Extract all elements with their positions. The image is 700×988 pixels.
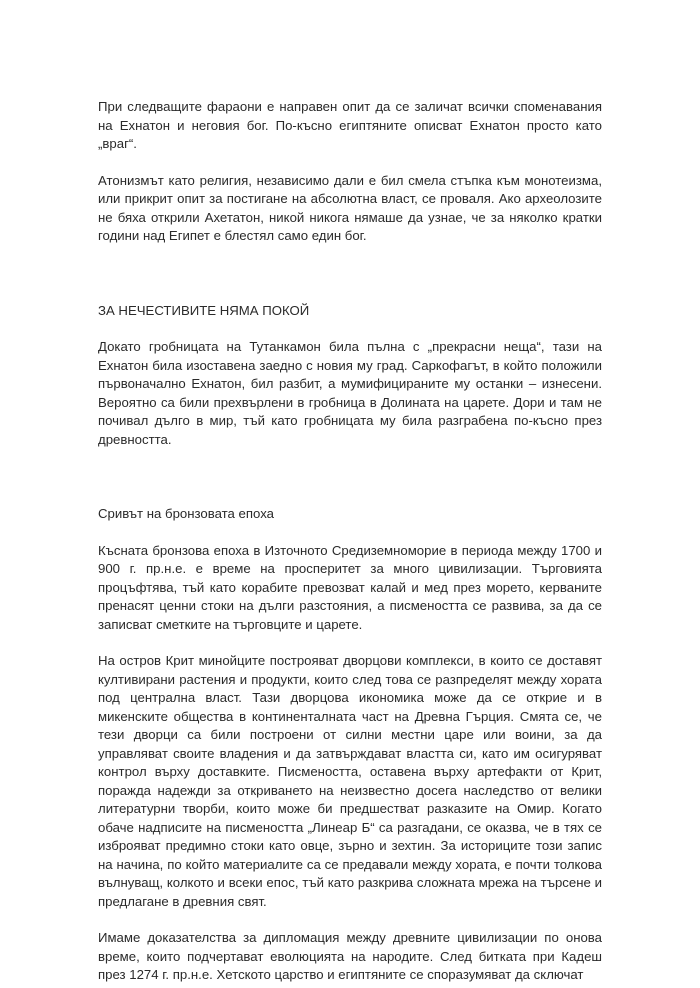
paragraph-minoan-palaces: На остров Крит минойците построяват дворцови комплекси, в които се доставят култивирани растения и продукти, които след това се разпределят между хората под централна власт. Тази дворцова икономика може да се открие и в микенските общества в континенталната част на Древна Гърция. Смята се, че тези дворци са били построени от силни местни царе или воини, за да управляват своите владения и да затвърждават властта си, като им осигуряват контрол върху доставките. Писмеността, оставена върху артефакти от Крит, поражда надежди за откриването на неизвестно досега наследство от велики литературни творби, които може би предшестват разказите на Омир. Когато обаче надписите на писмеността „Линеар Б“ са разгадани, се оказва, че в тях се изброяват предимно стоки като овце, зърно и зехтин. За историците този запис на начина, по който материалите са се предавали между хората, е почти толкова вълнуващ, колкото и всеки епос, тъй като разкрива сложната мрежа на търсене и предлагане в древния свят. bbox=[98, 653, 602, 909]
paragraph-late-bronze-age: Късната бронзова епоха в Източното Средиземноморие в периода между 1700 и 900 г. пр.н.е. е време на просперитет за много цивилизации. Търговията процъфтява, тъй като корабите превозват калай и мед през морето, керваните пренасят ценни стоки на дълги разстояния, а писмеността се развива, за да се записват сметките на търговците и царете. bbox=[98, 542, 602, 632]
paragraph-diplomacy: Имаме доказателства за дипломация между древните цивилизации по онова време, които подчертават еволюцията на народите. След битката при Кадеш през 1274 г. пр.н.е. Хетското царство и египтяните се споразумяват да сключат bbox=[98, 930, 602, 982]
paragraph-akhenaten-erasure: При следващите фараони е направен опит да се заличат всички споменавания на Ехнатон и неговия бог. По-късно египтяните описват Ехнатон просто като „враг“. bbox=[98, 99, 602, 151]
section-heading-bronze-age-collapse: Сривът на бронзовата епоха bbox=[98, 506, 274, 521]
paragraph-tomb-fate: Докато гробницата на Тутанкамон била пълна с „прекрасни неща“, тази на Ехнатон била изоставена заедно с новия му град. Саркофагът, в който положили първоначално Ехнатон, бил разбит, а мумифицираните му останки – изнесени. Вероятно са били прехвърлени в гробница в Долината на царете. Дори и там не почивал дълго в мир, тъй като гробницата му била разграбена по-късно през древността. bbox=[98, 339, 602, 447]
section-heading-no-rest: ЗА НЕЧЕСТИВИТЕ НЯМА ПОКОЙ bbox=[98, 302, 310, 318]
document-body bbox=[98, 98, 602, 985]
paragraph-atenism-failure: Атонизмът като религия, независимо дали е бил смела стъпка към монотеизма, или прикрит опит за постигане на абсолютна власт, се проваля. Ако археолозите не бяха открили Ахетатон, никой никога нямаше да узнае, че за няколко кратки години над Египет е блестял само един бог. bbox=[98, 172, 602, 243]
